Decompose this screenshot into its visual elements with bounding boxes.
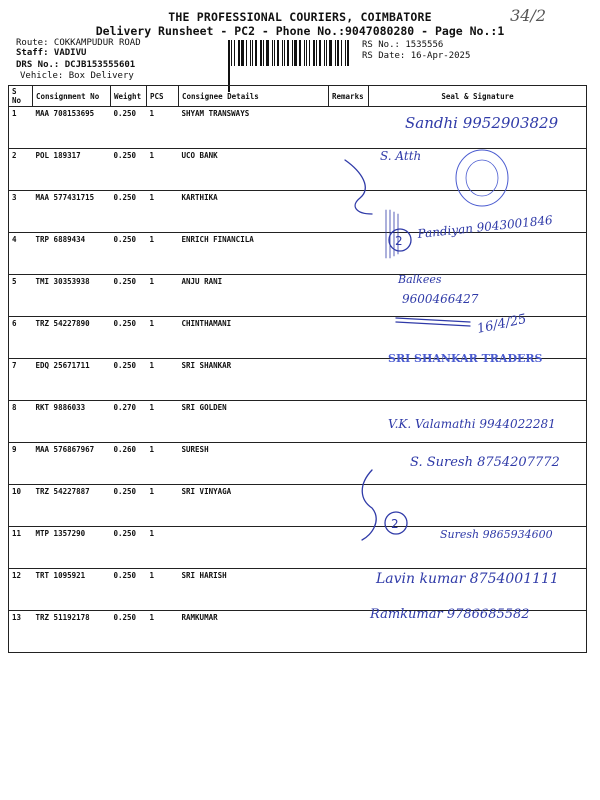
cell-remarks (329, 443, 369, 485)
barcode-bar (306, 40, 307, 66)
sig-row8: V.K. Valamathi 9944022281 (388, 417, 556, 431)
drs-number: DRS No.: DCJB153555601 (16, 60, 136, 70)
table-row (9, 401, 587, 443)
cell-signature (369, 107, 587, 149)
cell-sno: 9 (9, 443, 33, 485)
cell-weight: 0.250 (111, 233, 147, 275)
barcode-bar (316, 40, 317, 66)
barcode-bar (309, 40, 310, 66)
sig-row4: Pandiyan 9043001846 (416, 212, 554, 241)
table-row (9, 233, 587, 275)
cell-signature (369, 191, 587, 233)
table-row (9, 569, 587, 611)
rs-number: RS No.: 1535556 (362, 40, 444, 50)
cell-signature (369, 317, 587, 359)
cell-consignee: SRI VINYAGA (179, 485, 329, 527)
cell-weight: 0.250 (111, 569, 147, 611)
cell-consignee (179, 527, 329, 569)
cell-remarks (329, 275, 369, 317)
cell-signature (369, 527, 587, 569)
cell-signature (369, 611, 587, 653)
cell-consignee: ENRICH FINANCILA (179, 233, 329, 275)
cell-consignment: MAA 577431715 (33, 191, 111, 233)
cell-consignment: TRT 1095921 (33, 569, 111, 611)
cell-pcs: 1 (147, 191, 179, 233)
cell-weight: 0.250 (111, 359, 147, 401)
cell-sno: 3 (9, 191, 33, 233)
cell-consignment: MTP 1357290 (33, 527, 111, 569)
barcode-bar (250, 40, 251, 66)
table-row (9, 443, 587, 485)
table-row (9, 107, 587, 149)
cell-pcs: 1 (147, 149, 179, 191)
sig-row5a: Balkees (398, 273, 442, 286)
sig-row2: S. Atth (380, 149, 422, 163)
cell-remarks (329, 149, 369, 191)
cell-remarks (329, 317, 369, 359)
cell-pcs: 1 (147, 275, 179, 317)
barcode-bar (282, 40, 283, 66)
sig-row12: Lavin kumar 8754001111 (376, 571, 559, 587)
cell-consignee: ANJU RANI (179, 275, 329, 317)
table-row (9, 149, 587, 191)
table-header-row (9, 86, 587, 107)
barcode-bar (324, 40, 325, 66)
barcode-bar (304, 40, 305, 66)
barcode-bar (277, 40, 279, 66)
stamp-row7: SRI SHANKAR TRADERS (388, 352, 543, 365)
barcode-bar (335, 40, 336, 66)
col-header-consignment: Consignment No (33, 86, 111, 107)
cell-remarks (329, 359, 369, 401)
cell-consignee: SRI GOLDEN (179, 401, 329, 443)
barcode-bar (299, 40, 301, 66)
barcode-bar (228, 40, 230, 66)
cell-pcs: 1 (147, 527, 179, 569)
barcode-bar (284, 40, 285, 66)
barcode-bar (263, 40, 264, 66)
cell-signature (369, 359, 587, 401)
cell-pcs: 1 (147, 401, 179, 443)
runsheet-table (8, 85, 587, 653)
table-row (9, 485, 587, 527)
sig-row10: Suresh 9865934600 (440, 528, 553, 541)
barcode-bar (347, 40, 349, 66)
cell-weight: 0.250 (111, 149, 147, 191)
cell-weight: 0.250 (111, 107, 147, 149)
cell-consignee: SHYAM TRANSWAYS (179, 107, 329, 149)
route-label: Route: COKKAMPUDUR ROAD (16, 38, 141, 48)
barcode-bar (234, 40, 235, 66)
barcode-bar (337, 40, 339, 66)
sig-row13: Ramkumar 9786685582 (370, 607, 530, 622)
cell-signature (369, 443, 587, 485)
cell-signature (369, 401, 587, 443)
barcode-bar (345, 40, 346, 66)
cell-weight: 0.250 (111, 191, 147, 233)
col-header-weight: Weight (111, 86, 147, 107)
barcode-bar (231, 40, 232, 66)
cell-weight: 0.250 (111, 485, 147, 527)
cell-sno: 2 (9, 149, 33, 191)
cell-consignment: MAA 708153695 (33, 107, 111, 149)
cell-remarks (329, 611, 369, 653)
barcode-bar (294, 40, 297, 66)
table-row (9, 191, 587, 233)
cell-sno: 12 (9, 569, 33, 611)
cell-consignment: TRZ 54227887 (33, 485, 111, 527)
cell-pcs: 1 (147, 485, 179, 527)
cell-pcs: 1 (147, 317, 179, 359)
barcode-bar (341, 40, 342, 66)
cell-pcs: 1 (147, 359, 179, 401)
cell-consignment: TMI 30353938 (33, 275, 111, 317)
barcode-bar (246, 40, 247, 66)
cell-pcs: 1 (147, 233, 179, 275)
col-header-signature: Seal & Signature (369, 86, 587, 107)
barcode-bar (274, 40, 275, 66)
table-row (9, 359, 587, 401)
cell-consignment: TRZ 51192178 (33, 611, 111, 653)
sig-row6-date: 16/4/25 (475, 311, 528, 337)
cell-consignment: POL 189317 (33, 149, 111, 191)
cell-consignment: MAA 576867967 (33, 443, 111, 485)
rs-date: RS Date: 16-Apr-2025 (362, 51, 471, 61)
cell-weight: 0.270 (111, 401, 147, 443)
cell-consignee: SRI HARISH (179, 569, 329, 611)
cell-consignee: RAMKUMAR (179, 611, 329, 653)
cell-consignee: CHINTHAMANI (179, 317, 329, 359)
cell-consignee: KARTHIKA (179, 191, 329, 233)
barcode-bar (326, 40, 327, 66)
cell-signature (369, 569, 587, 611)
barcode-bar (260, 40, 262, 66)
cell-weight: 0.250 (111, 611, 147, 653)
cell-sno: 7 (9, 359, 33, 401)
corner-mark: 34/2 (510, 6, 546, 25)
sig-row9: S. Suresh 8754207772 (410, 455, 560, 470)
cell-consignment: TRP 6889434 (33, 233, 111, 275)
table-row (9, 275, 587, 317)
cell-remarks (329, 233, 369, 275)
barcode-bar (241, 40, 244, 66)
barcode-bar (313, 40, 315, 66)
cell-sno: 4 (9, 233, 33, 275)
cell-remarks (329, 569, 369, 611)
cell-sno: 13 (9, 611, 33, 653)
cell-consignee: UCO BANK (179, 149, 329, 191)
cell-consignment: TRZ 54227890 (33, 317, 111, 359)
cell-pcs: 1 (147, 107, 179, 149)
cell-remarks (329, 485, 369, 527)
circled-2-lower-digit: 2 (391, 517, 399, 531)
cell-weight: 0.250 (111, 275, 147, 317)
staff-label: Staff: VADIVU (16, 48, 87, 58)
cell-signature (369, 275, 587, 317)
col-header-pcs: PCS (147, 86, 179, 107)
cell-consignment: EDQ 25671711 (33, 359, 111, 401)
barcode-bar (255, 40, 257, 66)
cell-consignment: RKT 9886033 (33, 401, 111, 443)
cell-signature (369, 233, 587, 275)
cell-consignee: SRI SHANKAR (179, 359, 329, 401)
cell-signature (369, 149, 587, 191)
cell-remarks (329, 527, 369, 569)
barcode-bar (287, 40, 289, 66)
barcode-bar (329, 40, 332, 66)
cell-sno: 11 (9, 527, 33, 569)
barcode-bar (292, 40, 293, 66)
cell-signature (369, 485, 587, 527)
barcode-bar (238, 40, 240, 66)
cell-pcs: 1 (147, 443, 179, 485)
col-header-remarks: Remarks (329, 86, 369, 107)
cell-sno: 10 (9, 485, 33, 527)
circled-2-upper-digit: 2 (395, 234, 403, 248)
cell-sno: 8 (9, 401, 33, 443)
cell-consignee: SURESH (179, 443, 329, 485)
vehicle-label: Vehicle: Box Delivery (20, 71, 134, 81)
col-header-consignee: Consignee Details (179, 86, 329, 107)
barcode-bar (252, 40, 253, 66)
sig-row5b: 9600466427 (402, 292, 479, 306)
table-row (9, 611, 587, 653)
cell-sno: 6 (9, 317, 33, 359)
table-row (9, 527, 587, 569)
cell-pcs: 1 (147, 611, 179, 653)
cell-remarks (329, 191, 369, 233)
table-row (9, 317, 587, 359)
barcode-bar (266, 40, 269, 66)
barcode-bar (319, 40, 321, 66)
cell-weight: 0.250 (111, 527, 147, 569)
cell-pcs: 1 (147, 569, 179, 611)
cell-weight: 0.260 (111, 443, 147, 485)
barcode (228, 40, 354, 66)
cell-sno: 5 (9, 275, 33, 317)
cell-remarks (329, 401, 369, 443)
cell-remarks (329, 107, 369, 149)
cell-weight: 0.250 (111, 317, 147, 359)
col-header-sno: S No (9, 86, 33, 107)
sig-row1: Sandhi 9952903829 (405, 114, 559, 132)
runsheet-subtitle: Delivery Runsheet - PC2 - Phone No.:9047080280 - Page No.:1 (95, 24, 505, 38)
barcode-bar (272, 40, 273, 66)
company-title: THE PROFESSIONAL COURIERS, COIMBATORE (168, 10, 432, 24)
cell-sno: 1 (9, 107, 33, 149)
